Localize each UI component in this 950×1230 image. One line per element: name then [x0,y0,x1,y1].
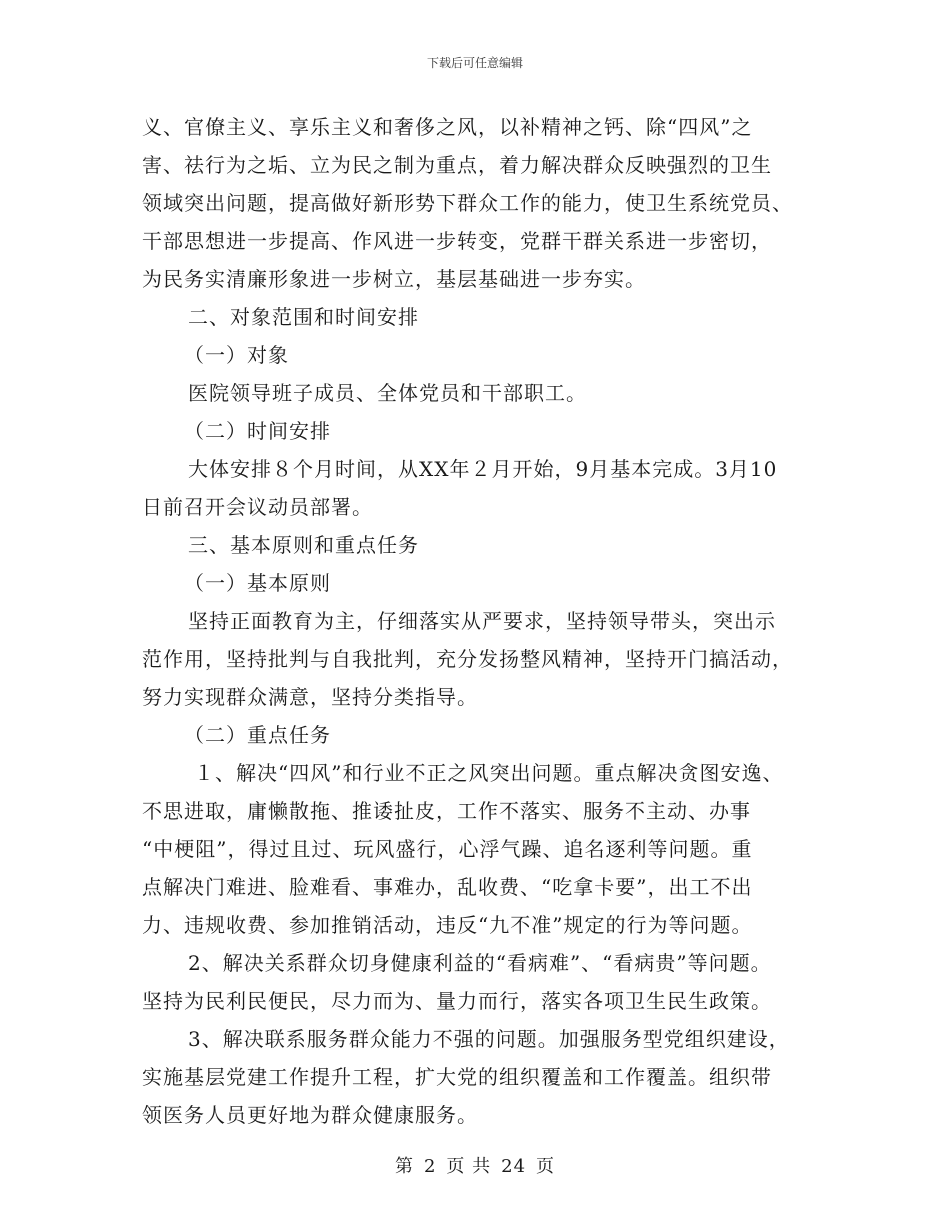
subsection-heading: （二）重点任务 [184,723,331,747]
subsection-heading: （二）时间安排 [184,419,331,443]
body-line: 2、解决关系群众切身健康利益的“看病难”、“看病贵”等问题。 [188,951,772,975]
body-line: 领医务人员更好地为群众健康服务。 [142,1103,478,1127]
body-line: 努力实现群众满意，坚持分类指导。 [142,685,478,709]
body-line: 不思进取，庸懒散拖、推诿扯皮，工作不落实、服务不主动、办事 [142,799,751,823]
body-line: 力、违规收费、参加推销活动，违反“九不准”规定的行为等问题。 [142,913,753,937]
body-line: 医院领导班子成员、全体党员和干部职工。 [188,381,587,405]
body-line: 坚持为民利民便民，尽力而为、量力而行，落实各项卫生民生政策。 [142,989,772,1013]
body-line: 实施基层党建工作提升工程，扩大党的组织覆盖和工作覆盖。组织带 [142,1065,772,1089]
page-label-suffix: 页 [536,1156,556,1177]
subsection-heading: （一）对象 [184,343,289,367]
body-line: “中梗阻”，得过且过、玩风盛行，心浮气躁、追名逐利等问题。重 [142,837,753,861]
body-line: 义、官僚主义、享乐主义和奢侈之风，以补精神之钙、除“四风”之 [142,115,753,139]
body-line: 为民务实清廉形象进一步树立，基层基础进一步夯实。 [142,267,646,291]
total-pages: 24 [501,1156,527,1177]
body-line: 大体安排８个月时间，从XX年２月开始，9月基本完成。3月10 [188,457,778,481]
page-number: 2 [423,1156,437,1177]
body-line: 3、解决联系服务群众能力不强的问题。加强服务型党组织建设， [188,1027,790,1051]
page-label-mid: 页 共 [446,1156,492,1177]
subsection-heading: （一）基本原则 [184,571,331,595]
section-heading: 三、基本原则和重点任务 [188,533,419,557]
document-body [142,108,832,1134]
body-line: １、解决“四风”和行业不正之风突出问题。重点解决贪图安逸、 [194,761,784,785]
body-line: 干部思想进一步提高、作风进一步转变，党群干群关系进一步密切， [142,229,772,253]
page-footer [0,1152,950,1178]
body-line: 领域突出问题，提高做好新形势下群众工作的能力，使卫生系统党员、 [142,191,793,215]
body-line: 日前召开会议动员部署。 [142,495,373,519]
section-heading: 二、对象范围和时间安排 [188,305,419,329]
page-label-prefix: 第 [394,1156,414,1177]
body-line: 范作用，坚持批判与自我批判，充分发扬整风精神，坚持开门搞活动， [142,647,793,671]
header-note: 下载后可任意编辑 [426,56,523,70]
body-line: 害、祛行为之垢、立为民之制为重点，着力解决群众反映强烈的卫生 [142,153,772,177]
body-line: 坚持正面教育为主，仔细落实从严要求，坚持领导带头，突出示 [188,609,776,633]
body-line: 点解决门难进、脸难看、事难办，乱收费、“吃拿卡要”，出工不出 [142,875,753,899]
